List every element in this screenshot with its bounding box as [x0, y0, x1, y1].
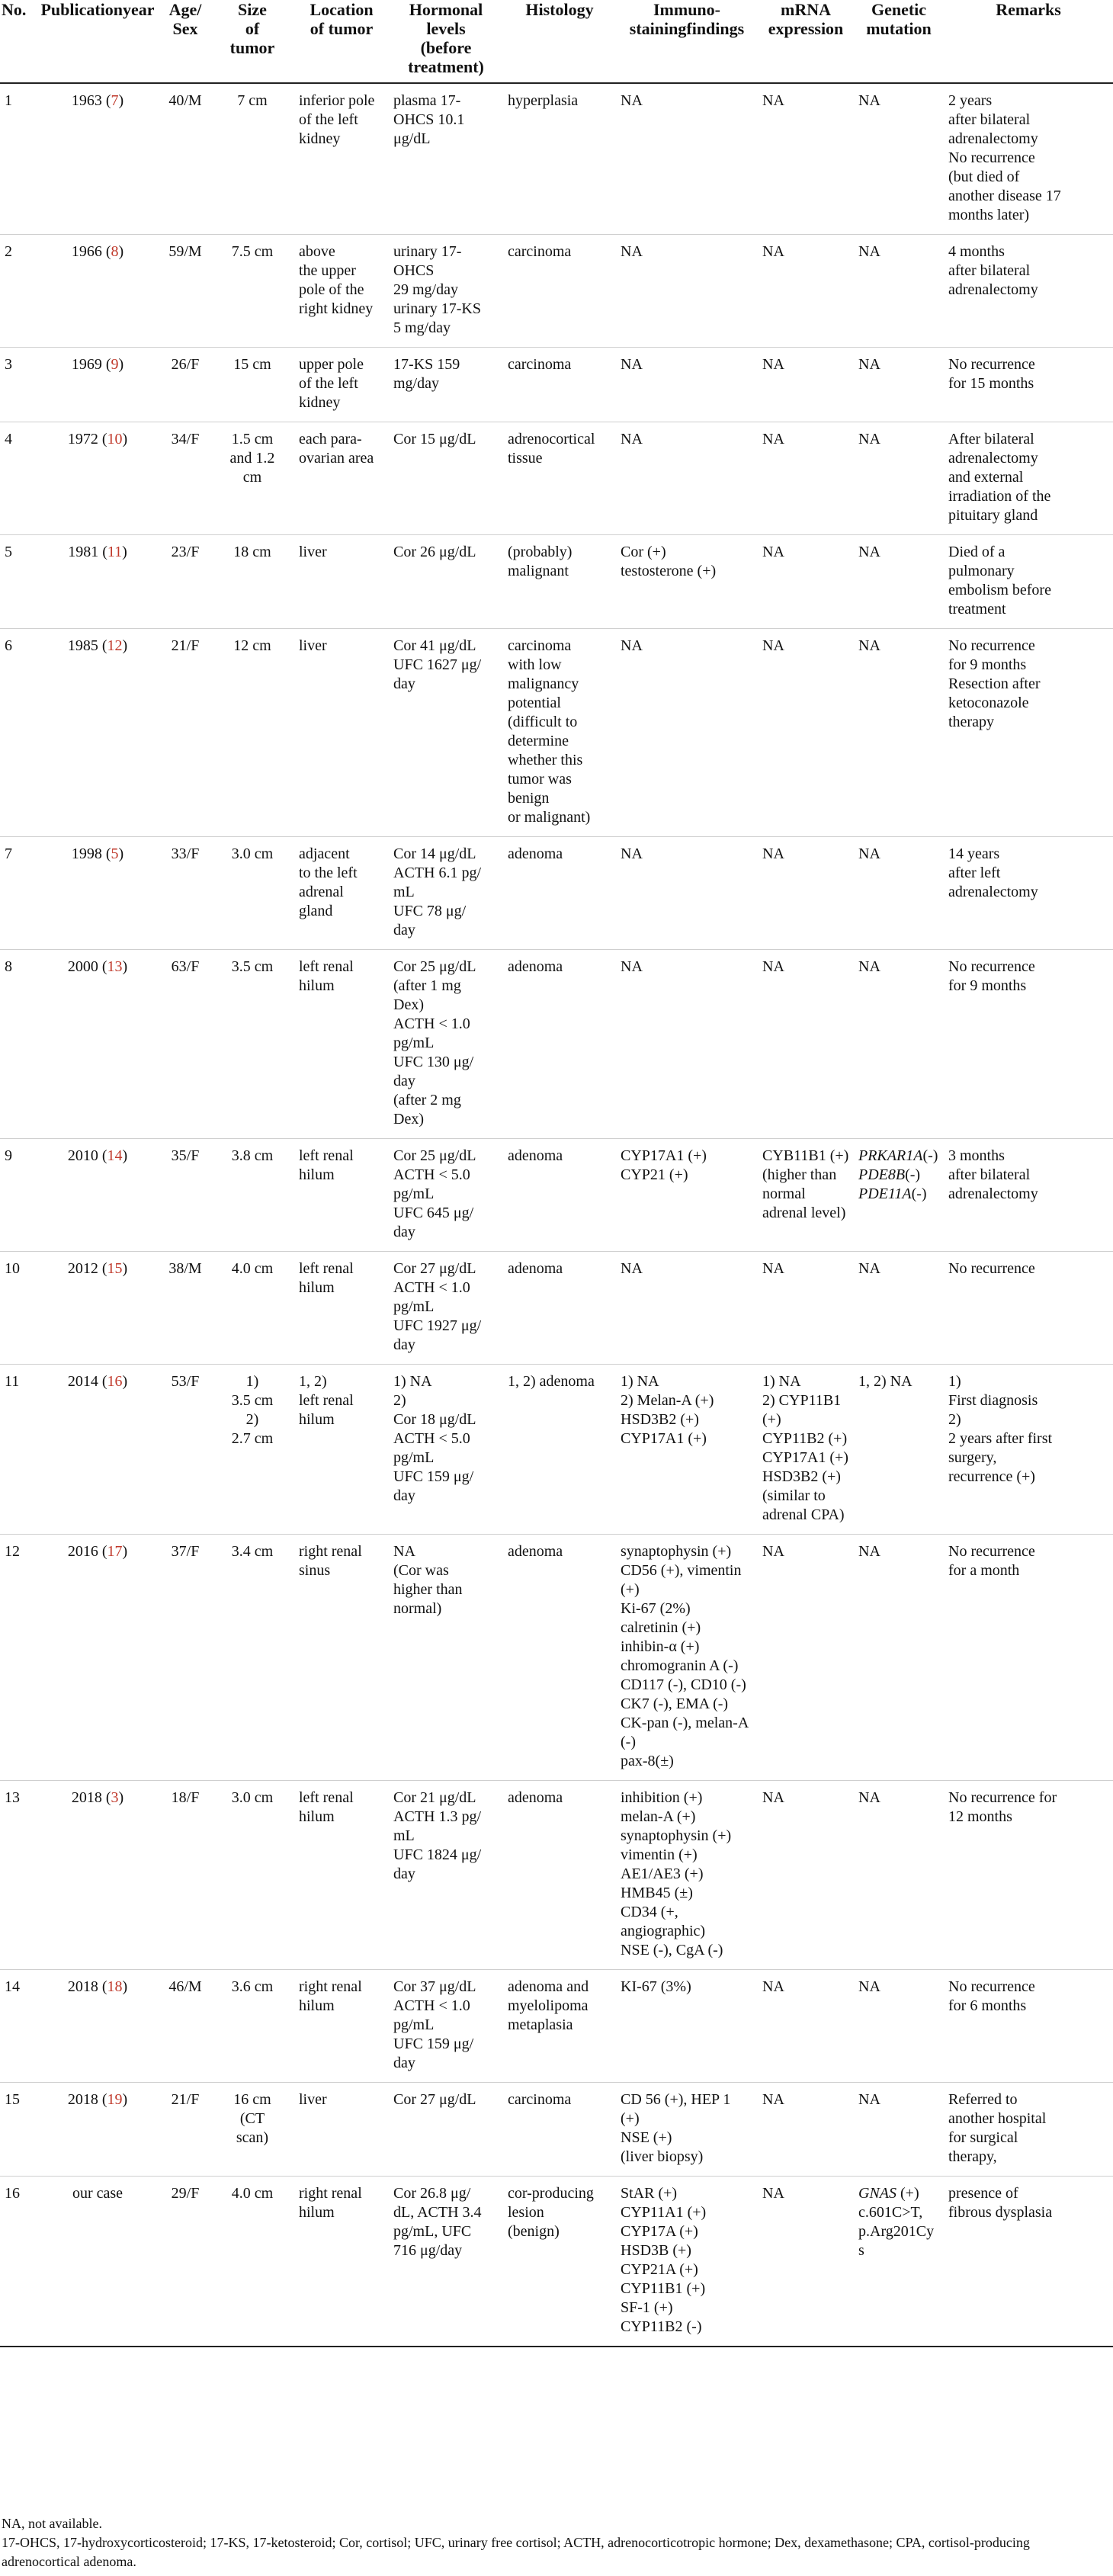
cell-genetic-mutation: NA [854, 2083, 944, 2177]
cell-genetic-mutation: NA [854, 235, 944, 348]
cell-mrna-expression: NA [758, 1535, 854, 1781]
cell-no: 1 [0, 83, 35, 235]
cell-remarks: No recurrence for 9 months Resection after ketoconazole therapy [944, 629, 1113, 837]
cell-mrna-expression: NA [758, 2083, 854, 2177]
reference-link[interactable]: 11 [107, 544, 123, 560]
cell-mrna-expression: NA [758, 629, 854, 837]
cell-publication-year: 1981 (11) [35, 535, 160, 629]
cell-remarks: 1) First diagnosis 2) 2 years after first surgery, recurrence (+) [944, 1365, 1113, 1535]
cell-remarks: No recurrence for a month [944, 1535, 1113, 1781]
cell-age-sex: 53/F [160, 1365, 210, 1535]
year-text: our case [72, 2185, 123, 2202]
cell-genetic-mutation: NA [854, 1252, 944, 1365]
cell-immunostaining: KI-67 (3%) [616, 1970, 758, 2083]
year-text: 1963 [71, 92, 102, 109]
cell-genetic-mutation: 1, 2) NA [854, 1365, 944, 1535]
cell-age-sex: 21/F [160, 629, 210, 837]
cell-genetic-mutation: NA [854, 629, 944, 837]
cell-hormonal-levels: Cor 14 μg/dL ACTH 6.1 pg/ mL UFC 78 μg/ day [389, 837, 503, 950]
reference-link[interactable]: 15 [107, 1260, 123, 1277]
cell-genetic-mutation: NA [854, 83, 944, 235]
header-histology: Histology [503, 0, 616, 83]
cell-location: liver [294, 2083, 389, 2177]
reference-link[interactable]: 3 [111, 1789, 119, 1806]
cell-no: 5 [0, 535, 35, 629]
year-text: 2016 [67, 1543, 98, 1560]
cell-age-sex: 18/F [160, 1781, 210, 1970]
cell-no: 7 [0, 837, 35, 950]
cell-histology: adrenocortical tissue [503, 422, 616, 535]
cell-immunostaining: NA [616, 1252, 758, 1365]
cell-mrna-expression: NA [758, 950, 854, 1139]
cell-immunostaining: NA [616, 348, 758, 422]
gene-name: PDE11A [858, 1185, 912, 1202]
cell-no: 15 [0, 2083, 35, 2177]
cell-immunostaining: NA [616, 629, 758, 837]
cell-histology: adenoma [503, 950, 616, 1139]
reference-link[interactable]: 13 [107, 958, 123, 975]
cell-size: 3.6 cm [210, 1970, 294, 2083]
cell-age-sex: 63/F [160, 950, 210, 1139]
cell-age-sex: 46/M [160, 1970, 210, 2083]
cell-publication-year: 1972 (10) [35, 422, 160, 535]
header-genetic-mutation: Genetic mutation [854, 0, 944, 83]
table-row [0, 629, 1113, 837]
cell-hormonal-levels: 17-KS 159 mg/day [389, 348, 503, 422]
cell-immunostaining: NA [616, 235, 758, 348]
cell-age-sex: 35/F [160, 1139, 210, 1252]
cell-publication-year: 2010 (14) [35, 1139, 160, 1252]
cell-mrna-expression: 1) NA 2) CYP11B1 (+) CYP11B2 (+) CYP17A1 (+) HSD3B2 (+) (similar to adrenal CPA) [758, 1365, 854, 1535]
cell-size: 18 cm [210, 535, 294, 629]
footnote-abbreviations: 17-OHCS, 17-hydroxycorticosteroid; 17-KS, 17-ketosteroid; Cor, cortisol; UFC, urinary free cortisol; ACTH, adrenocorticotropic hormone; Dex, dexamethasone; CPA, cortisol-producing adrenocortical adenoma. [2, 2535, 1030, 2569]
cell-size: 7 cm [210, 83, 294, 235]
table-row [0, 2083, 1113, 2177]
cell-remarks: 14 years after left adrenalectomy [944, 837, 1113, 950]
cell-age-sex: 29/F [160, 2177, 210, 2347]
cell-location: liver [294, 629, 389, 837]
table-row [0, 1781, 1113, 1970]
cell-immunostaining: StAR (+) CYP11A1 (+) CYP17A (+) HSD3B (+) CYP21A (+) CYP11B1 (+) SF-1 (+) CYP11B2 (-) [616, 2177, 758, 2347]
cell-size: 7.5 cm [210, 235, 294, 348]
cell-histology: adenoma [503, 1781, 616, 1970]
cell-immunostaining: Cor (+) testosterone (+) [616, 535, 758, 629]
cell-no: 16 [0, 2177, 35, 2347]
cell-publication-year: 2018 (18) [35, 1970, 160, 2083]
reference-link[interactable]: 14 [107, 1147, 123, 1164]
table-row [0, 83, 1113, 235]
gene-result: (+) c.601C>T, p.Arg201Cys [858, 2185, 935, 2259]
cell-immunostaining: CD 56 (+), HEP 1 (+) NSE (+) (liver biopsy) [616, 2083, 758, 2177]
header-publication-year: Publicationyear [35, 0, 160, 83]
cell-histology: hyperplasia [503, 83, 616, 235]
table-row [0, 950, 1113, 1139]
reference-link[interactable]: 12 [107, 637, 123, 654]
cell-age-sex: 23/F [160, 535, 210, 629]
cell-mrna-expression: NA [758, 83, 854, 235]
cell-hormonal-levels: Cor 26 μg/dL [389, 535, 503, 629]
cell-location: left renal hilum [294, 1139, 389, 1252]
cell-location: adjacent to the left adrenal gland [294, 837, 389, 950]
cell-mrna-expression: NA [758, 1781, 854, 1970]
cell-no: 3 [0, 348, 35, 422]
cell-size: 15 cm [210, 348, 294, 422]
table-row [0, 1365, 1113, 1535]
header-mrna-expression: mRNA expression [758, 0, 854, 83]
cell-immunostaining: NA [616, 950, 758, 1139]
cell-location: right renal hilum [294, 1970, 389, 2083]
cell-remarks: Died of a pulmonary embolism before treatment [944, 535, 1113, 629]
year-text: 2018 [67, 2091, 98, 2108]
cell-no: 2 [0, 235, 35, 348]
cell-histology: adenoma [503, 1252, 616, 1365]
footnote-na: NA, not available. [2, 2516, 102, 2531]
cell-size: 3.4 cm [210, 1535, 294, 1781]
cell-mrna-expression: NA [758, 535, 854, 629]
cell-size: 16 cm (CT scan) [210, 2083, 294, 2177]
cell-immunostaining: NA [616, 837, 758, 950]
cell-hormonal-levels: Cor 26.8 μg/ dL, ACTH 3.4 pg/mL, UFC 716 μg/day [389, 2177, 503, 2347]
cell-genetic-mutation [854, 2177, 944, 2347]
reference-link[interactable]: 7 [111, 92, 119, 109]
cell-publication-year: 2000 (13) [35, 950, 160, 1139]
table-row [0, 348, 1113, 422]
cell-age-sex: 37/F [160, 1535, 210, 1781]
cell-location: left renal hilum [294, 1781, 389, 1970]
table-row [0, 1252, 1113, 1365]
cell-size: 4.0 cm [210, 1252, 294, 1365]
table-row [0, 837, 1113, 950]
gene-result: (-) [911, 1185, 927, 1202]
cell-genetic-mutation: NA [854, 1970, 944, 2083]
cell-no: 14 [0, 1970, 35, 2083]
cell-publication-year: 1966 (8) [35, 235, 160, 348]
cell-histology: carcinoma with low malignancy potential (difficult to determine whether this tumor was benign or malignant) [503, 629, 616, 837]
cell-hormonal-levels: Cor 27 μg/dL [389, 2083, 503, 2177]
cell-remarks: No recurrence for 15 months [944, 348, 1113, 422]
cell-hormonal-levels: Cor 21 μg/dL ACTH 1.3 pg/ mL UFC 1824 μg/ day [389, 1781, 503, 1970]
cell-size: 3.5 cm [210, 950, 294, 1139]
cell-size: 4.0 cm [210, 2177, 294, 2347]
gene-name: PDE8B [858, 1166, 906, 1183]
cell-publication-year: 2018 (3) [35, 1781, 160, 1970]
cell-no: 13 [0, 1781, 35, 1970]
cell-size: 3.0 cm [210, 837, 294, 950]
reference-link[interactable]: 5 [111, 845, 119, 862]
table-body [0, 83, 1113, 2347]
year-text: 2018 [67, 1978, 98, 1995]
header-hormonal-levels: Hormonal levels (before treatment) [389, 0, 503, 83]
cell-size: 3.8 cm [210, 1139, 294, 1252]
gene-result: (-) [905, 1166, 921, 1183]
cell-publication-year: 1969 (9) [35, 348, 160, 422]
cell-hormonal-levels: Cor 15 μg/dL [389, 422, 503, 535]
cell-size: 3.0 cm [210, 1781, 294, 1970]
cell-publication-year [35, 2177, 160, 2347]
cell-age-sex: 34/F [160, 422, 210, 535]
cell-remarks: presence of fibrous dysplasia [944, 2177, 1113, 2347]
table-row [0, 235, 1113, 348]
cell-genetic-mutation: NA [854, 348, 944, 422]
cell-mrna-expression: NA [758, 422, 854, 535]
table-row [0, 1139, 1113, 1252]
cell-location: left renal hilum [294, 950, 389, 1139]
cell-age-sex: 59/M [160, 235, 210, 348]
cell-age-sex: 21/F [160, 2083, 210, 2177]
cell-histology: carcinoma [503, 348, 616, 422]
cell-location: each para- ovarian area [294, 422, 389, 535]
cell-location: 1, 2) left renal hilum [294, 1365, 389, 1535]
table-row [0, 1970, 1113, 2083]
cell-remarks: Referred to another hospital for surgical therapy, [944, 2083, 1113, 2177]
cell-size: 12 cm [210, 629, 294, 837]
cell-remarks: 2 years after bilateral adrenalectomy No recurrence (but died of another disease 17 months later) [944, 83, 1113, 235]
cell-age-sex: 40/M [160, 83, 210, 235]
year-text: 2014 [67, 1373, 98, 1390]
cell-no: 11 [0, 1365, 35, 1535]
cell-immunostaining: 1) NA 2) Melan-A (+) HSD3B2 (+) CYP17A1 (+) [616, 1365, 758, 1535]
table-row [0, 422, 1113, 535]
header-age-sex: Age/ Sex [160, 0, 210, 83]
cell-no: 4 [0, 422, 35, 535]
cell-remarks: After bilateral adrenalectomy and external irradiation of the pituitary gland [944, 422, 1113, 535]
cell-no: 6 [0, 629, 35, 837]
cell-immunostaining: inhibition (+) melan-A (+) synaptophysin (+) vimentin (+) AE1/AE3 (+) HMB45 (±) CD34 (+, angiographic) NSE (-), CgA (-) [616, 1781, 758, 1970]
table-footnotes [2, 2514, 1107, 2571]
cell-histology: 1, 2) adenoma [503, 1365, 616, 1535]
year-text: 2000 [67, 958, 98, 975]
cell-mrna-expression: NA [758, 348, 854, 422]
reference-link[interactable]: 10 [107, 431, 123, 448]
cell-immunostaining: CYP17A1 (+) CYP21 (+) [616, 1139, 758, 1252]
cell-histology: cor-producing lesion (benign) [503, 2177, 616, 2347]
header-immunostaining: Immuno- stainingfindings [616, 0, 758, 83]
cell-remarks: No recurrence [944, 1252, 1113, 1365]
reference-link[interactable]: 17 [107, 1543, 123, 1560]
cell-hormonal-levels: plasma 17- OHCS 10.1 μg/dL [389, 83, 503, 235]
cell-size: 1) 3.5 cm 2) 2.7 cm [210, 1365, 294, 1535]
cell-histology: (probably) malignant [503, 535, 616, 629]
cell-location: right renal hilum [294, 2177, 389, 2347]
year-text: 1985 [67, 637, 98, 654]
cell-immunostaining: synaptophysin (+) CD56 (+), vimentin (+) Ki-67 (2%) calretinin (+) inhibin-α (+) chromogranin A (-) CD117 (-), CD10 (-) CK7 (-), EMA (-) CK-pan (-), melan-A (-) pax-8(±) [616, 1535, 758, 1781]
year-text: 1966 [71, 243, 102, 260]
year-text: 1998 [71, 845, 102, 862]
cell-remarks: 4 months after bilateral adrenalectomy [944, 235, 1113, 348]
cell-genetic-mutation: NA [854, 535, 944, 629]
table-row [0, 535, 1113, 629]
cell-histology: carcinoma [503, 235, 616, 348]
cell-remarks: No recurrence for 9 months [944, 950, 1113, 1139]
cell-mrna-expression: NA [758, 1970, 854, 2083]
cell-genetic-mutation: NA [854, 950, 944, 1139]
cell-age-sex: 38/M [160, 1252, 210, 1365]
cell-location: inferior pole of the left kidney [294, 83, 389, 235]
cell-location: left renal hilum [294, 1252, 389, 1365]
reference-link[interactable]: 8 [111, 243, 119, 260]
cell-publication-year: 1963 (7) [35, 83, 160, 235]
cell-histology: adenoma [503, 1535, 616, 1781]
year-text: 1969 [71, 356, 102, 373]
cell-histology: adenoma and myelolipoma metaplasia [503, 1970, 616, 2083]
cell-no: 12 [0, 1535, 35, 1781]
table-row [0, 1535, 1113, 1781]
gene-name: GNAS [858, 2185, 896, 2202]
cell-publication-year: 1998 (5) [35, 837, 160, 950]
cell-genetic-mutation: NA [854, 422, 944, 535]
cell-age-sex: 26/F [160, 348, 210, 422]
cell-remarks: No recurrence for 12 months [944, 1781, 1113, 1970]
cell-mrna-expression: NA [758, 235, 854, 348]
cell-remarks: 3 months after bilateral adrenalectomy [944, 1139, 1113, 1252]
cell-immunostaining: NA [616, 83, 758, 235]
cell-genetic-mutation: NA [854, 837, 944, 950]
cell-histology: adenoma [503, 837, 616, 950]
reference-link[interactable]: 16 [107, 1373, 123, 1390]
cell-hormonal-levels: Cor 37 μg/dL ACTH < 1.0 pg/mL UFC 159 μg/ day [389, 1970, 503, 2083]
reference-link[interactable]: 18 [107, 1978, 123, 1995]
cell-publication-year: 2012 (15) [35, 1252, 160, 1365]
table-row [0, 2177, 1113, 2347]
gene-result: (-) [922, 1147, 938, 1164]
year-text: 1972 [67, 431, 98, 448]
year-text: 2010 [67, 1147, 98, 1164]
table-header-row [0, 0, 1113, 83]
cell-publication-year: 2014 (16) [35, 1365, 160, 1535]
cell-location: upper pole of the left kidney [294, 348, 389, 422]
cell-location: right renal sinus [294, 1535, 389, 1781]
cell-hormonal-levels: urinary 17- OHCS 29 mg/day urinary 17-KS 5 mg/day [389, 235, 503, 348]
cell-mrna-expression: NA [758, 837, 854, 950]
cell-size: 1.5 cm and 1.2 cm [210, 422, 294, 535]
cell-location: liver [294, 535, 389, 629]
cell-no: 9 [0, 1139, 35, 1252]
cell-remarks: No recurrence for 6 months [944, 1970, 1113, 2083]
cell-age-sex: 33/F [160, 837, 210, 950]
year-text: 2018 [71, 1789, 102, 1806]
cell-no: 10 [0, 1252, 35, 1365]
cell-genetic-mutation [854, 1139, 944, 1252]
cell-mrna-expression: NA [758, 1252, 854, 1365]
cell-hormonal-levels: 1) NA 2) Cor 18 μg/dL ACTH < 5.0 pg/mL UFC 159 μg/ day [389, 1365, 503, 1535]
header-location: Location of tumor [294, 0, 389, 83]
cell-hormonal-levels: NA (Cor was higher than normal) [389, 1535, 503, 1781]
cell-publication-year: 2016 (17) [35, 1535, 160, 1781]
reference-link[interactable]: 9 [111, 356, 119, 373]
cell-genetic-mutation: NA [854, 1781, 944, 1970]
cell-hormonal-levels: Cor 27 μg/dL ACTH < 1.0 pg/mL UFC 1927 μg/ day [389, 1252, 503, 1365]
cell-publication-year: 1985 (12) [35, 629, 160, 837]
cell-histology: carcinoma [503, 2083, 616, 2177]
cell-hormonal-levels: Cor 41 μg/dL UFC 1627 μg/ day [389, 629, 503, 837]
cell-immunostaining: NA [616, 422, 758, 535]
gene-name: PRKAR1A [858, 1147, 923, 1164]
cell-location: above the upper pole of the right kidney [294, 235, 389, 348]
header-remarks: Remarks [944, 0, 1113, 83]
cell-histology: adenoma [503, 1139, 616, 1252]
reference-link[interactable]: 19 [107, 2091, 123, 2108]
year-text: 1981 [68, 544, 99, 560]
cell-publication-year: 2018 (19) [35, 2083, 160, 2177]
cell-hormonal-levels: Cor 25 μg/dL (after 1 mg Dex) ACTH < 1.0 pg/mL UFC 130 μg/ day (after 2 mg Dex) [389, 950, 503, 1139]
header-size: Size of tumor [210, 0, 294, 83]
cell-no: 8 [0, 950, 35, 1139]
year-text: 2012 [67, 1260, 98, 1277]
cell-genetic-mutation: NA [854, 1535, 944, 1781]
cell-mrna-expression: CYB11B1 (+) (higher than normal adrenal level) [758, 1139, 854, 1252]
cell-mrna-expression: NA [758, 2177, 854, 2347]
cell-hormonal-levels: Cor 25 μg/dL ACTH < 5.0 pg/mL UFC 645 μg/ day [389, 1139, 503, 1252]
header-no: No. [0, 0, 35, 83]
